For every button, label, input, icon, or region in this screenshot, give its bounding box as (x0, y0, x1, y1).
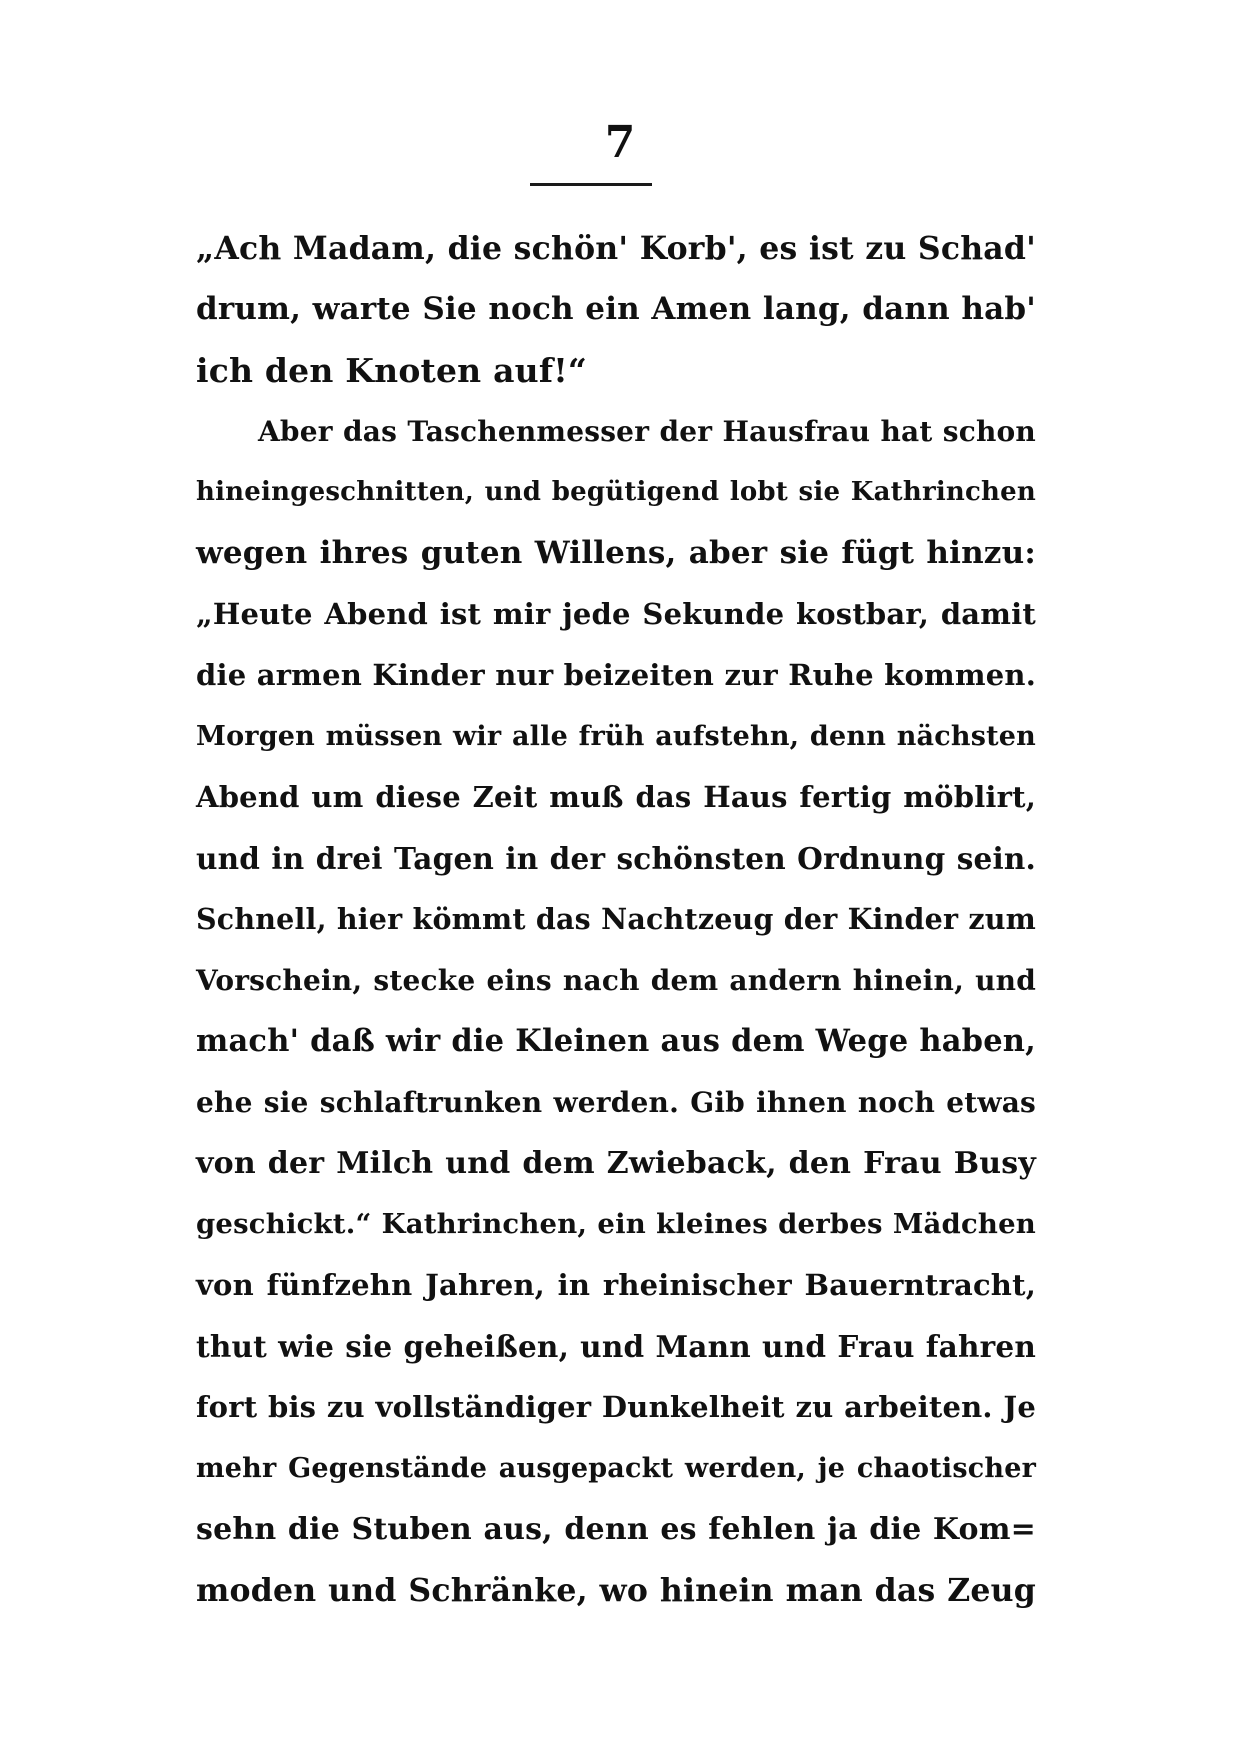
text-line: Vorschein, stecke eins nach dem andern hinein, und (196, 964, 1036, 997)
text-line: die armen Kinder nur beizeiten zur Ruhe kommen. (196, 658, 1036, 692)
text-line: drum, warte Sie noch ein Amen lang, dann hab' (196, 291, 1036, 327)
text-line: moden und Schränke, wo hinein man das Zeug (196, 1572, 1036, 1609)
text-line: Abend um diese Zeit muß das Haus fertig möblirt, (196, 780, 1036, 814)
text-line: „Heute Abend ist mir jede Sekunde kostbar, damit (196, 597, 1036, 631)
text-line: thut wie sie geheißen, und Mann und Frau fahren (196, 1329, 1036, 1364)
text-line: mehr Gegenstände ausgepackt werden, je chaotischer (196, 1453, 1036, 1484)
text-line: sehn die Stuben aus, denn es fehlen ja die Kom= (196, 1512, 1036, 1547)
header-rule (530, 183, 652, 186)
body-text (196, 218, 1036, 1621)
text-line: ehe sie schlaftrunken werden. Gib ihnen noch etwas (196, 1086, 1036, 1119)
text-line: hineingeschnitten, und begütigend lobt sie Kathrinchen (196, 477, 1036, 507)
text-line: von der Milch und dem Zwieback, den Frau Busy (196, 1146, 1036, 1181)
text-line: Aber das Taschenmesser der Hausfrau hat schon (258, 415, 1036, 448)
text-line: von fünfzehn Jahren, in rheinischer Bauerntracht, (196, 1268, 1036, 1302)
text-line: Schnell, hier kömmt das Nachtzeug der Kinder zum (196, 902, 1036, 936)
text-line: Morgen müssen wir alle früh aufstehn, denn nächsten (196, 721, 1036, 752)
text-line: fort bis zu vollständiger Dunkelheit zu arbeiten. Je (196, 1390, 1036, 1424)
page-number: 7 (604, 117, 636, 168)
text-line: wegen ihres guten Willens, aber sie fügt hinzu: (196, 535, 1036, 571)
text-line: und in drei Tagen in der schönsten Ordnung sein. (196, 841, 1036, 876)
text-line: „Ach Madam, die schön' Korb', es ist zu Schad' (196, 230, 1036, 267)
text-line: ich den Knoten auf!“ (196, 351, 588, 390)
text-line: mach' daß wir die Kleinen aus dem Wege haben, (196, 1023, 1036, 1059)
text-line: geschickt.“ Kathrinchen, ein kleines derbes Mädchen (196, 1208, 1036, 1240)
